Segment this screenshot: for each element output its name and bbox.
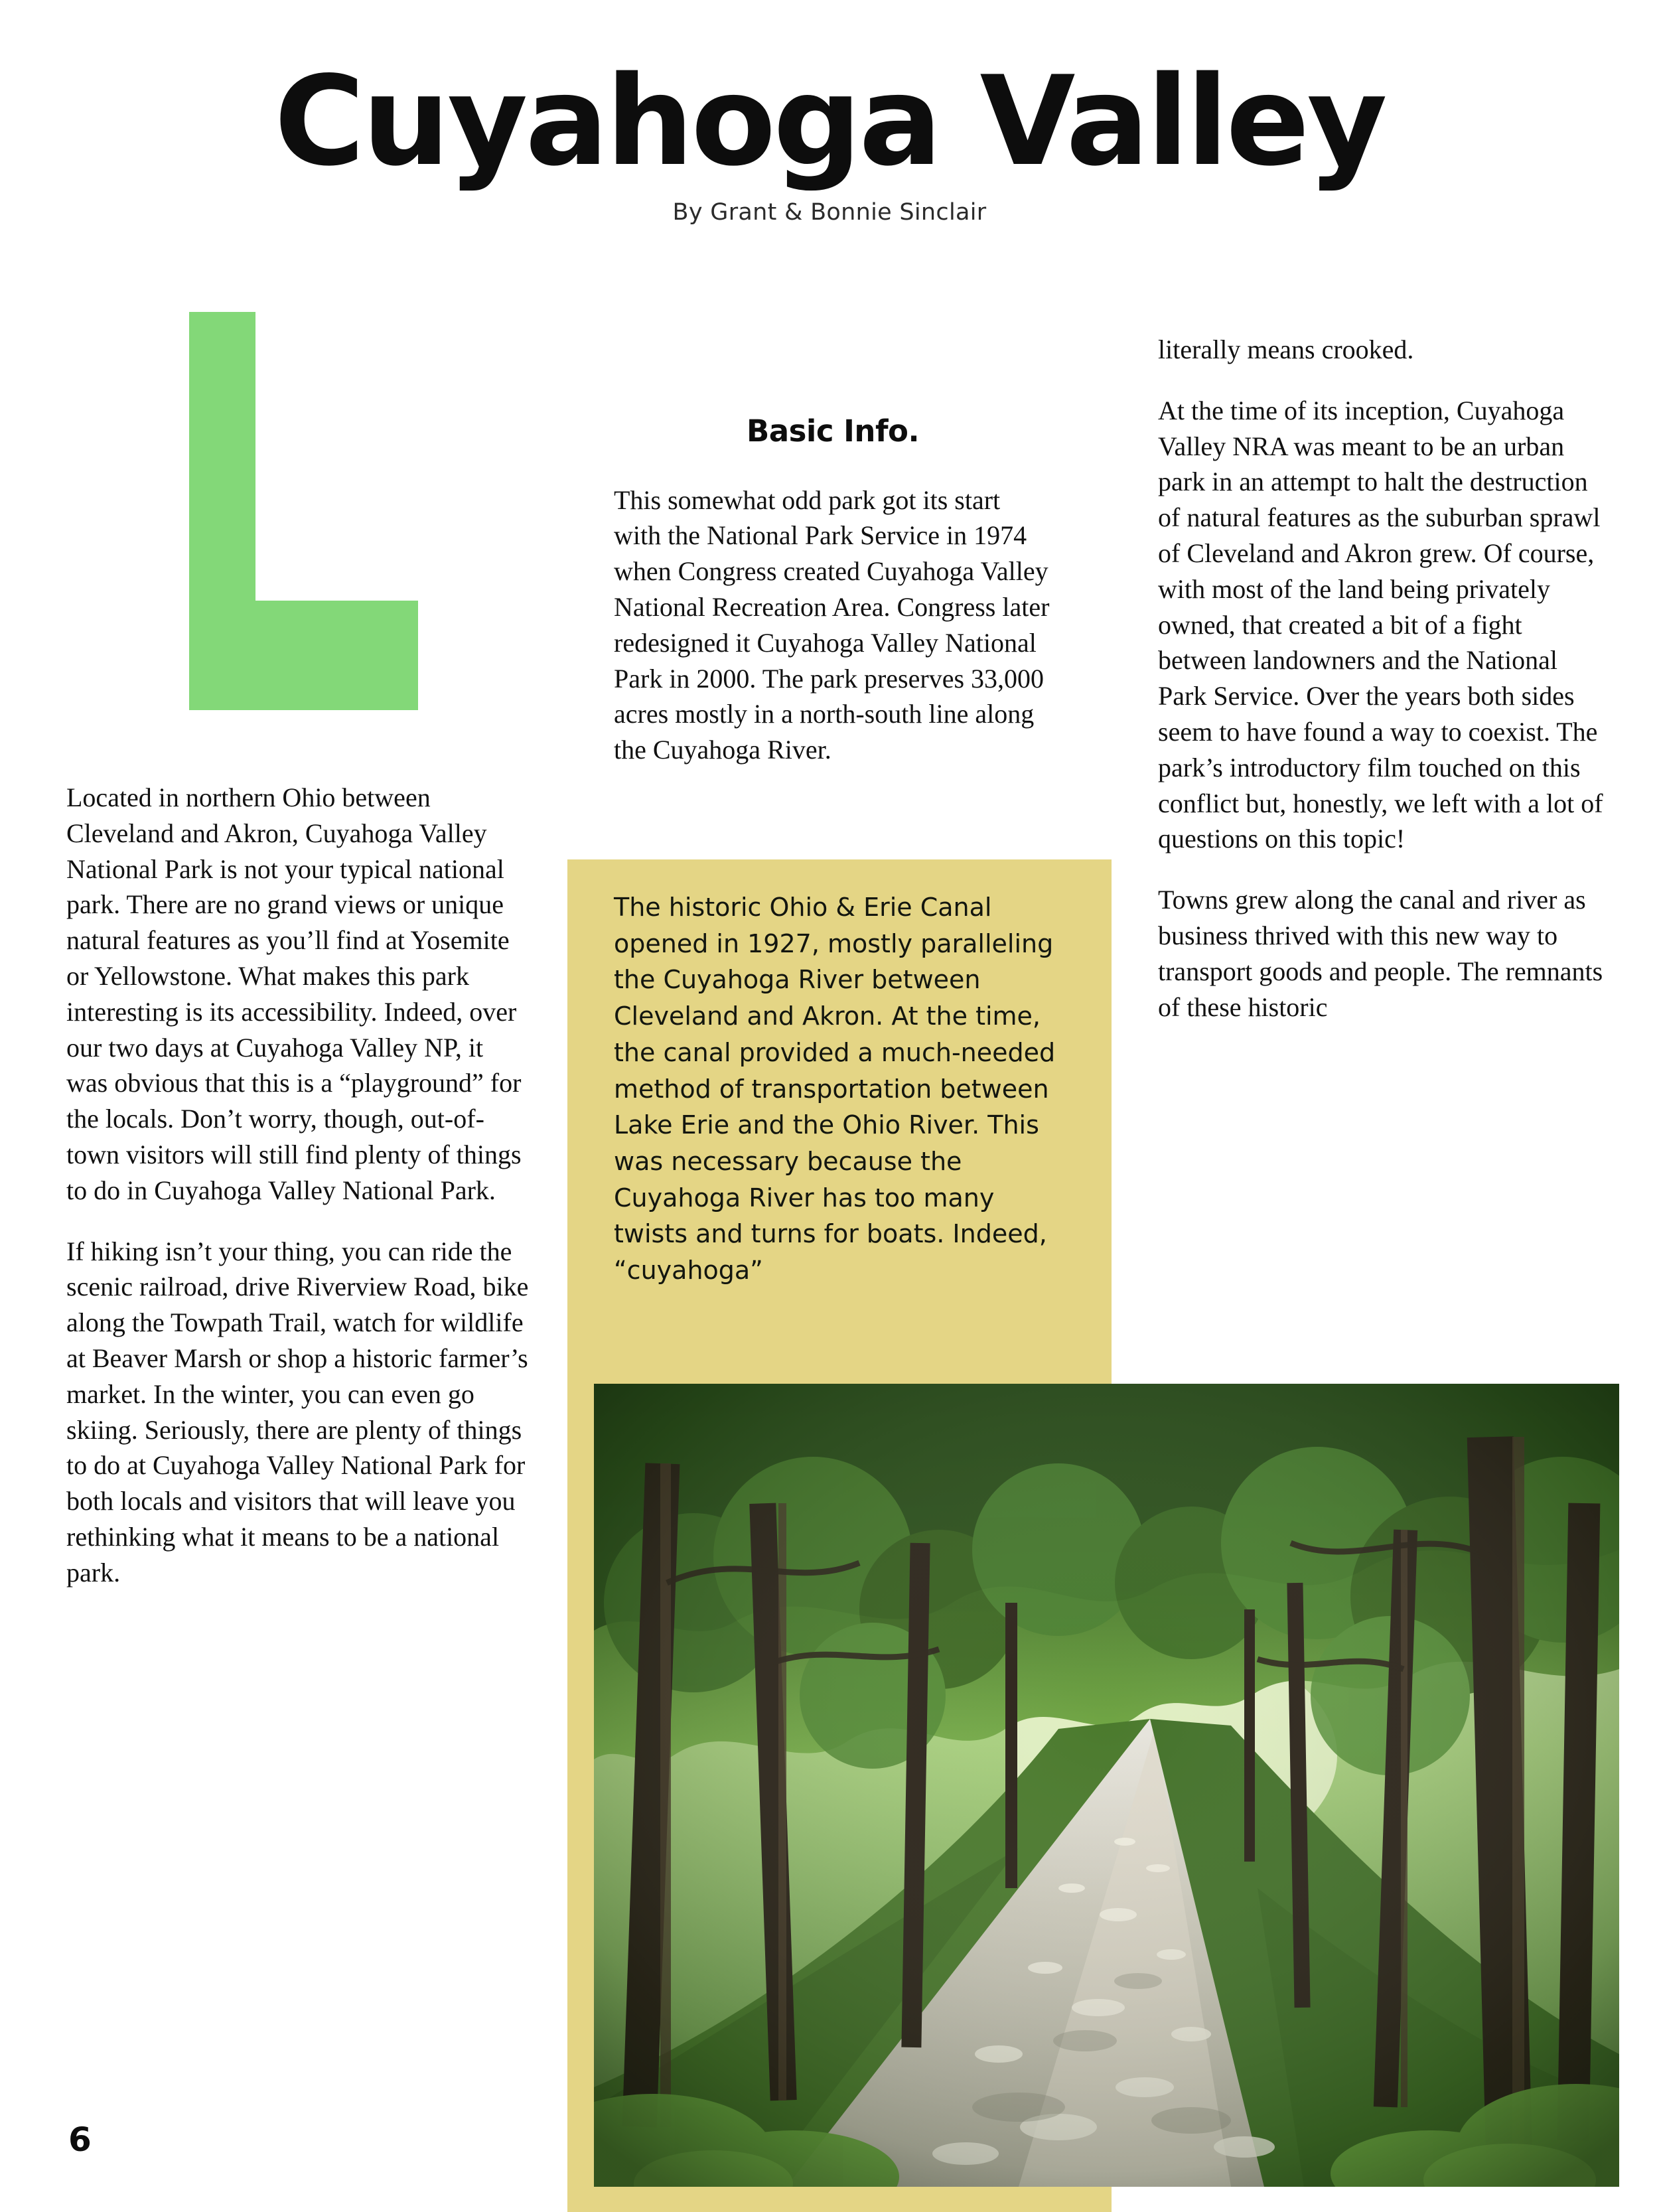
section-heading-basic-info: Basic Info. (746, 413, 920, 449)
right-paragraph-1: literally means crooked. (1158, 334, 1414, 364)
masthead (0, 49, 1659, 226)
right-column (1158, 332, 1609, 1050)
forest-trail-photo (594, 1384, 1619, 2187)
forest-trail-illustration (594, 1384, 1619, 2187)
right-paragraph-2: At the time of its inception, Cuyahoga Valley NRA was meant to be an urban park in an attempt to halt the destruction of natural features as the suburban sprawl of Cleveland and Akron grew. Of course, with most of the land being privately owned, that created a bit of a fight between landowners and the National Park Service. Over the years both sides seem to have found a way to coexist. The park’s introductory film touched on this conflict but, honestly, we left with a lot of questions on this topic! (1158, 395, 1603, 854)
left-paragraph-2: If hiking isn’t your thing, you can ride the scenic railroad, drive Riverview Road, bike along the Towpath Trail, watch for wildlife at Beaver Marsh or shop a historic farmer’s market. In the winter, you can even go skiing. Seriously, there are plenty of things to do at Cuyahoga Valley National Park for both locals and visitors that will leave you rethinking what it means to be a national park. (66, 1236, 529, 1587)
page-number: 6 (68, 2120, 92, 2159)
left-column (66, 780, 531, 1616)
byline: By Grant & Bonnie Sinclair (672, 199, 987, 226)
middle-column (614, 411, 1052, 793)
left-paragraph-1: Located in northern Ohio between Cleveland and Akron, Cuyahoga Valley National Park is not your typical national park. There are no grand views or unique natural features as you’ll find at Yosemite or Yellowstone. What makes this park interesting is its accessibility. Indeed, over our two days at Cuyahoga Valley NP, it was obvious that this is a “playground” for the locals. Don’t worry, though, out-of-town visitors will still find plenty of things to do in Cuyahoga Valley National Park. (66, 782, 522, 1205)
sidebar-paragraph: The historic Ohio & Erie Canal opened in 1927, mostly paralleling the Cuyahoga River between Cleveland and Akron. At the time, the canal provided a much-needed method of transportation between Lake Erie and the Ohio River. This was necessary because the Cuyahoga River has too many twists and turns for boats. Indeed, “cuyahoga” (614, 893, 1056, 1286)
drop-cap-foot (189, 601, 418, 710)
page-title: Cuyahoga Valley (274, 49, 1385, 193)
sidebar-text-block (614, 889, 1065, 1289)
right-paragraph-3: Towns grew along the canal and river as business thrived with this new way to transport goods and people. The remnants of these historic (1158, 885, 1603, 1022)
middle-paragraph-1: This somewhat odd park got its start with the National Park Service in 1974 when Congress created Cuyahoga Valley National Recreation Area. Congress later redesigned it Cuyahoga Valley National Park in 2000. The park preserves 33,000 acres mostly in a north-south line along the Cuyahoga River. (614, 484, 1050, 765)
drop-cap-letter-l (189, 312, 418, 710)
